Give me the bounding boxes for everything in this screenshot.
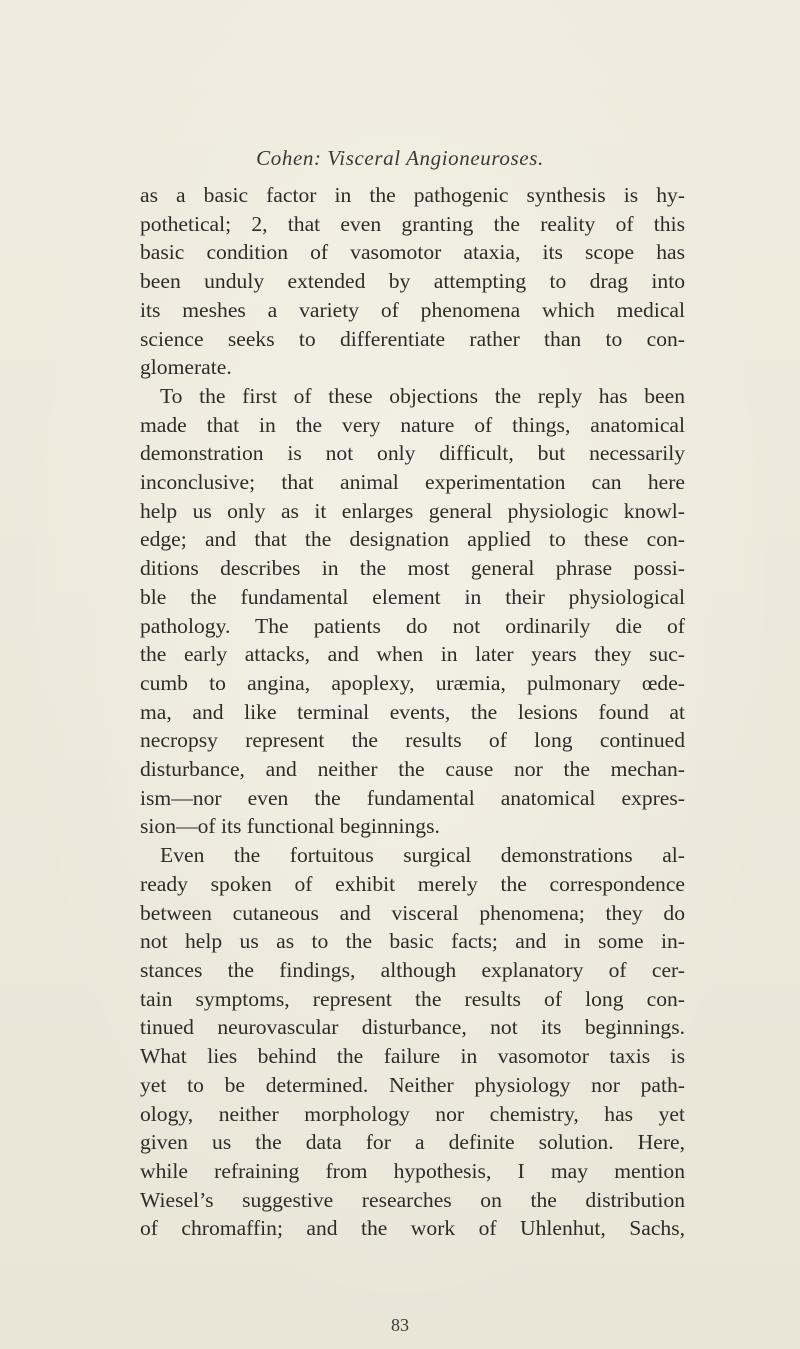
text-line: been unduly extended by attempting to drag into: [140, 269, 685, 294]
text-line: help us only as it enlarges general physiologic knowl-: [140, 498, 685, 523]
text-line: ism—nor even the fundamental anatomical expres-: [140, 785, 685, 810]
text-line: ma, and like terminal events, the lesions found at: [140, 699, 685, 724]
text-line: necropsy represent the results of long continued: [140, 728, 685, 753]
text-line: pothetical; 2, that even granting the reality of this: [140, 211, 685, 236]
text-line: made that in the very nature of things, anatomical: [140, 412, 685, 437]
text-line: tain symptoms, represent the results of long con-: [140, 986, 685, 1011]
running-head: Cohen: Visceral Angioneuroses.: [256, 146, 544, 170]
text-line: edge; and that the designation applied to these con-: [140, 527, 685, 552]
text-line: ready spoken of exhibit merely the correspondence: [140, 871, 685, 896]
text-line: its meshes a variety of phenomena which medical: [140, 297, 685, 322]
text-line: between cutaneous and visceral phenomena; they do: [140, 900, 685, 925]
text-line: pathology. The patients do not ordinarily die of: [140, 613, 685, 638]
text-line: basic condition of vasomotor ataxia, its scope has: [140, 240, 685, 265]
page-number: 83: [391, 1315, 409, 1335]
text-line: while refraining from hypothesis, I may mention: [140, 1158, 685, 1183]
text-line: Wiesel’s suggestive researches on the distribution: [140, 1187, 685, 1212]
text-line: of chromaffin; and the work of Uhlenhut, Sachs,: [140, 1216, 685, 1241]
text-line: tinued neurovascular disturbance, not its beginnings.: [140, 1015, 685, 1040]
text-line: To the first of these objections the reply has been: [160, 383, 685, 408]
text-line: not help us as to the basic facts; and in some in-: [140, 929, 685, 954]
text-line: the early attacks, and when in later years they suc-: [140, 642, 685, 667]
text-line: disturbance, and neither the cause nor the mechan-: [140, 757, 685, 782]
text-line: given us the data for a definite solution. Here,: [140, 1130, 685, 1155]
text-line: ology, neither morphology nor chemistry, has yet: [140, 1101, 685, 1126]
text-line: yet to be determined. Neither physiology nor path-: [140, 1072, 685, 1097]
body-text: [140, 181, 685, 1243]
text-line: ble the fundamental element in their physiological: [140, 584, 685, 609]
text-line: stances the findings, although explanatory of cer-: [140, 957, 685, 982]
text-line: as a basic factor in the pathogenic synthesis is hy-: [140, 183, 685, 207]
text-line: Even the fortuitous surgical demonstrations al-: [160, 843, 685, 868]
text-line: sion—of its functional beginnings.: [140, 814, 440, 839]
text-line: What lies behind the failure in vasomotor taxis is: [140, 1044, 685, 1069]
text-line: cumb to angina, apoplexy, uræmia, pulmonary œde-: [140, 670, 685, 695]
text-line: demonstration is not only difficult, but necessarily: [140, 441, 685, 466]
text-line: ditions describes in the most general phrase possi-: [140, 556, 685, 581]
text-line: glomerate.: [140, 355, 232, 380]
text-line: science seeks to differentiate rather than to con-: [140, 326, 685, 351]
text-line: inconclusive; that animal experimentation can here: [140, 470, 685, 495]
